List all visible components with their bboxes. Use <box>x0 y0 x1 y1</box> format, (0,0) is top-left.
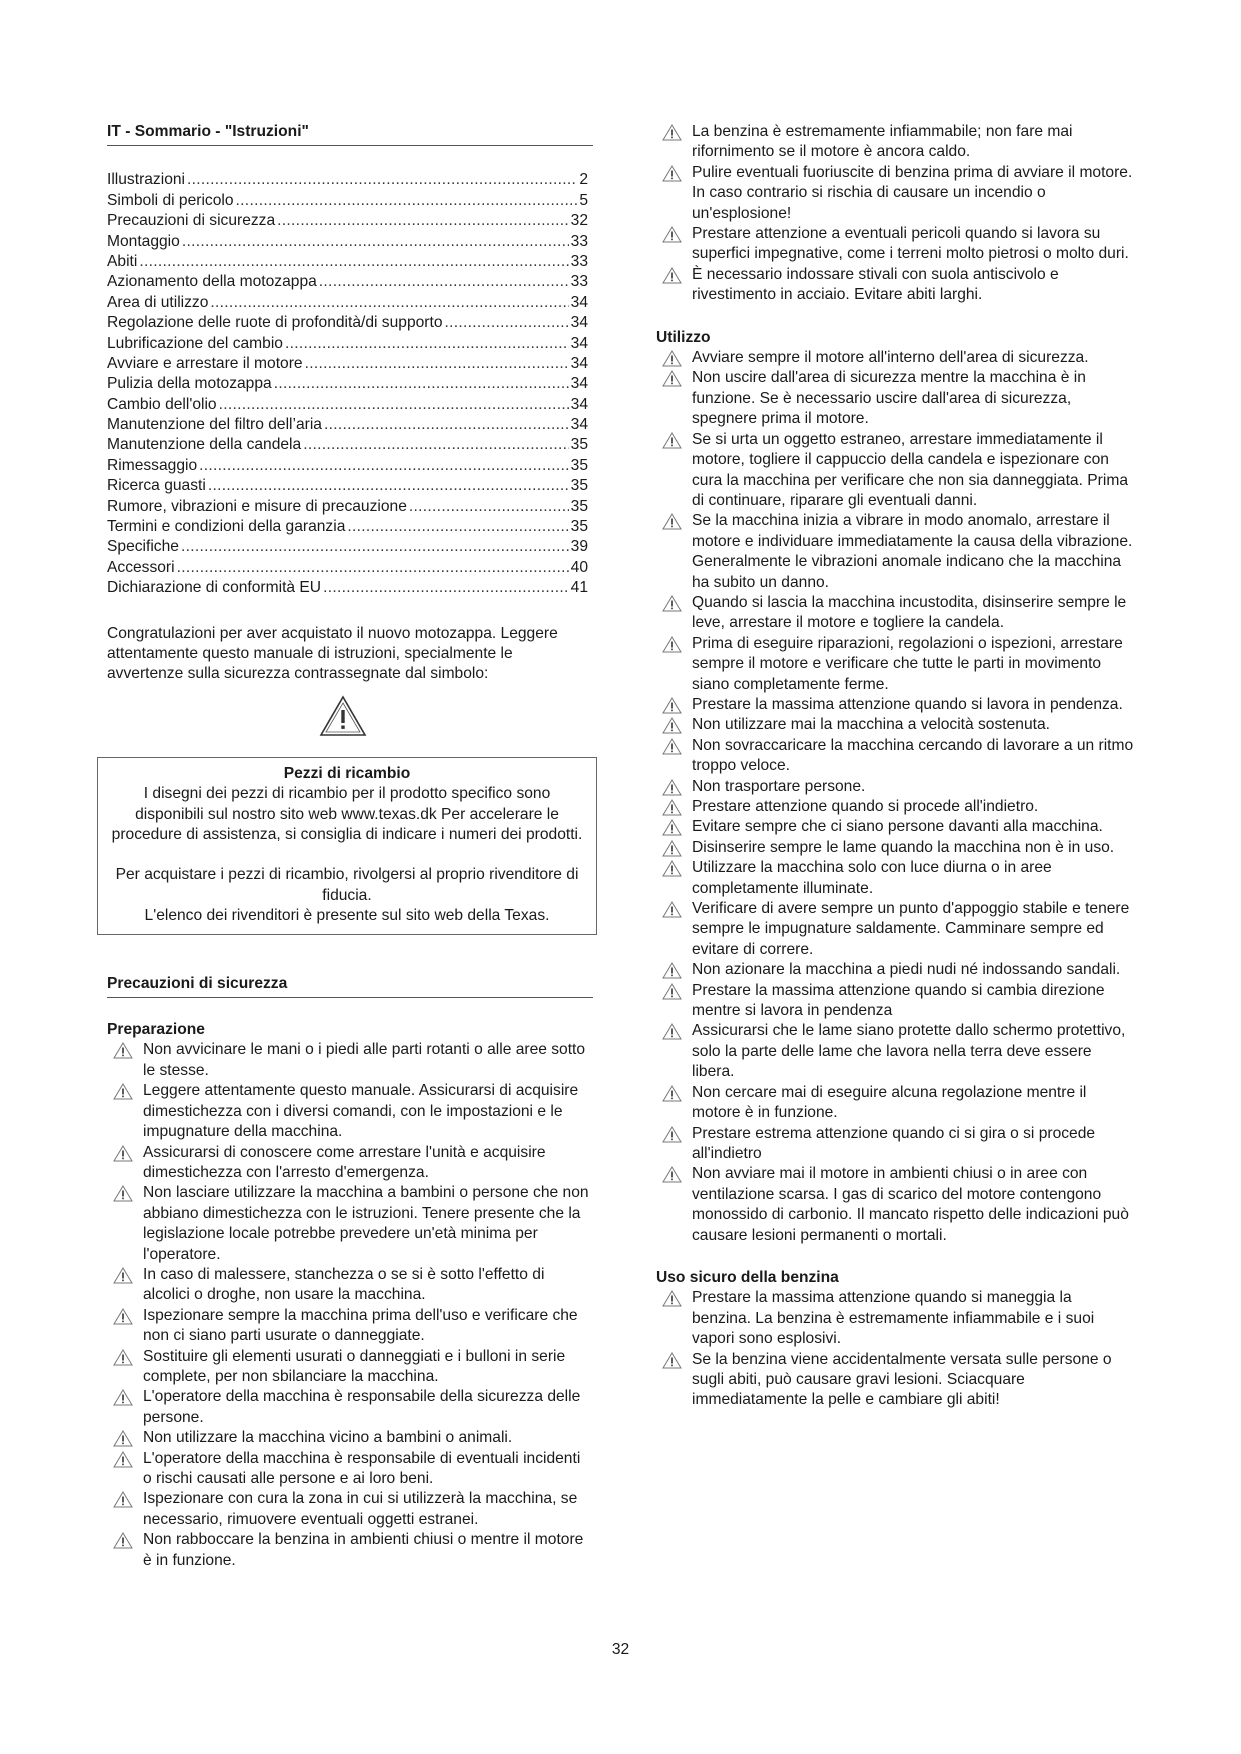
warning-list-item <box>656 981 1134 1022</box>
toc-dot-leader <box>236 191 578 211</box>
warning-list-item <box>107 1428 593 1448</box>
toc-dot-leader <box>182 232 569 252</box>
toc-entry-page: 32 <box>570 212 588 230</box>
toc-entry <box>107 252 588 272</box>
warning-text: Prima di eseguire riparazioni, regolazioni o ispezioni, arrestare sempre il motore e verificare che tutte le parti in movimento siano completamente ferme. <box>692 634 1123 693</box>
toc-entry <box>107 232 588 252</box>
toc-entry-page: 35 <box>570 518 588 536</box>
toc-entry <box>107 558 588 578</box>
toc-entry-title: Illustrazioni <box>107 171 185 189</box>
toc-entry-page: 33 <box>570 252 588 270</box>
warning-list-item <box>107 1040 593 1081</box>
toc-dot-leader <box>303 435 568 455</box>
toc-dot-leader <box>139 252 568 272</box>
page-number: 32 <box>611 1641 630 1658</box>
warning-list-item <box>107 1449 593 1490</box>
warning-text: Pulire eventuali fuoriuscite di benzina prima di avviare il motore. In caso contrario si rischia di causare un incendio o un'esplosione! <box>692 163 1133 222</box>
preparation-list <box>107 1040 593 1571</box>
warning-list-item <box>107 1183 593 1265</box>
warning-icon <box>662 350 682 367</box>
warning-icon <box>662 370 682 387</box>
toc-entry-title: Avviare e arrestare il motore <box>107 354 303 372</box>
toc-entry-page: 34 <box>570 375 588 393</box>
warning-list-item <box>656 960 1134 980</box>
warning-text: L'operatore della macchina è responsabile della sicurezza delle persone. <box>143 1388 581 1426</box>
warning-text: Prestare attenzione a eventuali pericoli quando si lavora su superfici impegnative, come i terreni molto pietrosi o molto duri. <box>692 225 1129 263</box>
warning-list-item <box>656 817 1134 837</box>
toc-entry-page: 34 <box>570 354 588 372</box>
fuel-list <box>656 1288 1134 1410</box>
spare-parts-dealer-text: Per acquistare i pezzi di ricambio, rivolgersi al proprio rivenditore di fiducia. <box>115 866 579 904</box>
toc-dot-leader <box>177 558 569 578</box>
toc-entry-page: 34 <box>570 334 588 352</box>
warning-icon <box>662 717 682 734</box>
warning-text: Non utilizzare la macchina vicino a bambini o animali. <box>143 1429 513 1447</box>
warning-text: Avviare sempre il motore all'interno dell'area di sicurezza. <box>692 349 1089 367</box>
toc-entry-page: 33 <box>570 273 588 291</box>
warning-text: Non lasciare utilizzare la macchina a bambini o persone che non abbiano dimestichezza con le istruzioni. Tenere presente che la legislazione locale potrebbe prevedere un'età minima per l'operatore. <box>143 1184 589 1263</box>
toc-dot-leader <box>208 476 569 496</box>
warning-icon <box>662 432 682 449</box>
toc-entry <box>107 578 588 598</box>
intro-paragraph: Congratulazioni per aver acquistato il nuovo motozappa. Leggere attentamente questo manuale di istruzioni, specialmente le avvertenze sulla sicurezza contrassegnate dal simbolo: <box>107 624 558 683</box>
warning-text: È necessario indossare stivali con suola antiscivolo e rivestimento in acciaio. Evitare abiti larghi. <box>692 265 1059 304</box>
toc-dot-leader <box>219 395 569 415</box>
warning-icon <box>113 1491 133 1508</box>
warning-icon <box>662 779 682 796</box>
toc-entry <box>107 517 588 537</box>
warning-list-item <box>656 1164 1134 1246</box>
warning-list-item <box>656 1083 1134 1124</box>
toc-entry <box>107 476 588 496</box>
warning-text: Non azionare la macchina a piedi nudi né indossando sandali. <box>692 961 1121 979</box>
warning-text: Assicurarsi che le lame siano protette dallo schermo protettivo, solo la parte delle lame che lavora nella terra deve essere libera. <box>692 1022 1126 1081</box>
table-of-contents <box>107 170 588 598</box>
toc-dot-leader <box>274 374 569 394</box>
warning-text: Prestare attenzione quando si procede all'indietro. <box>692 798 1039 815</box>
toc-entry-page: 35 <box>570 497 588 515</box>
warning-text: Ispezionare con cura la zona in cui si utilizzerà la macchina, se necessario, rimuovere eventuali oggetti estranei. <box>143 1490 578 1528</box>
warning-list-item <box>656 1350 1134 1411</box>
toc-dot-leader <box>409 497 569 517</box>
warning-list-item <box>656 348 1134 368</box>
toc-dot-leader <box>277 211 568 231</box>
preparation-list-continued <box>656 122 1134 306</box>
warning-icon <box>662 165 682 182</box>
spare-parts-dealer-list-text: L'elenco dei rivenditori è presente sul sito web della Texas. <box>144 907 550 925</box>
toc-dot-leader <box>324 415 569 435</box>
toc-entry-page: 40 <box>570 558 588 576</box>
toc-entry-title: Abiti <box>107 252 138 270</box>
warning-icon <box>113 1430 133 1447</box>
toc-dot-leader <box>210 293 568 313</box>
toc-entry-page: 5 <box>579 191 588 209</box>
warning-list-item <box>656 777 1134 797</box>
warning-icon <box>662 1352 682 1369</box>
spare-parts-box <box>97 757 597 935</box>
warning-icon <box>662 819 682 836</box>
use-list <box>656 348 1134 1246</box>
warning-icon <box>662 1085 682 1102</box>
warning-text: Se si urta un oggetto estraneo, arrestare immediatamente il motore, togliere il cappuccio della candela e ispezionare con cura la macchina per verificare che non sia danneggiata. Prima di continuare, riparare gli eventuali danni. <box>692 430 1128 509</box>
toc-entry <box>107 497 588 517</box>
toc-entry-title: Area di utilizzo <box>107 293 209 311</box>
warning-icon <box>662 962 682 979</box>
warning-list-item <box>656 797 1134 817</box>
spare-parts-text: I disegni dei pezzi di ricambio per il prodotto specifico sono disponibili sul nostro sito web www.texas.dk Per accelerare le procedure di assistenza, si consiglia di indicare i numeri dei prodotti. <box>111 785 583 844</box>
warning-list-item <box>656 695 1134 715</box>
warning-icon <box>662 697 682 714</box>
toc-entry-title: Manutenzione del filtro dell’aria <box>107 416 322 434</box>
warning-icon <box>662 1290 682 1307</box>
warning-text: Quando si lascia la macchina incustodita, disinserire sempre le leve, arrestare il motore e togliere la candela. <box>692 593 1127 632</box>
toc-entry-page: 34 <box>570 314 588 332</box>
warning-icon <box>662 983 682 1000</box>
toc-entry-page: 34 <box>570 293 588 311</box>
warning-icon <box>113 1389 133 1406</box>
warning-text: Se la macchina inizia a vibrare in modo anomalo, arrestare il motore e individuare immediatamente la causa della vibrazione. Generalmente le vibrazioni anomale indicano che la macchina ha subito un danno. <box>692 512 1133 591</box>
warning-list-item <box>656 838 1134 858</box>
warning-list-item <box>107 1143 593 1184</box>
warning-icon <box>662 799 682 816</box>
toc-entry-title: Ricerca guasti <box>107 477 206 495</box>
toc-entry-page: 35 <box>570 436 588 454</box>
toc-dot-leader <box>305 354 569 374</box>
warning-text: Prestare estrema attenzione quando ci si gira o si procede all'indietro <box>692 1124 1096 1162</box>
toc-entry-title: Manutenzione della candela <box>107 436 302 454</box>
warning-icon <box>662 840 682 857</box>
warning-icon <box>662 738 682 755</box>
warning-list-item <box>656 511 1134 593</box>
warning-text: In caso di malessere, stanchezza o se si è sotto l'effetto di alcolici o droghe, non usare la macchina. <box>143 1265 545 1304</box>
warning-list-item <box>107 1081 593 1142</box>
warning-text: Leggere attentamente questo manuale. Assicurarsi di acquisire dimestichezza con i diversi comandi, con le impostazioni e le impugnature della macchina. <box>143 1082 579 1141</box>
warning-text: La benzina è estremamente infiammabile; non fare mai rifornimento se il motore è ancora caldo. <box>692 123 1073 161</box>
toc-dot-leader <box>319 272 569 292</box>
safety-heading: Precauzioni di sicurezza <box>107 974 593 998</box>
toc-entry-title: Specifiche <box>107 538 179 556</box>
warning-list-item <box>656 858 1134 899</box>
warning-icon <box>662 901 682 918</box>
warning-text: Prestare la massima attenzione quando si lavora in pendenza. <box>692 695 1123 713</box>
toc-entry-page: 2 <box>579 171 588 189</box>
warning-list-item <box>656 1288 1134 1349</box>
warning-text: Prestare la massima attenzione quando si cambia direzione mentre si lavora in pendenza <box>692 981 1105 1020</box>
warning-icon <box>662 860 682 877</box>
warning-icon <box>113 1042 133 1059</box>
toc-entry <box>107 191 588 211</box>
toc-entry <box>107 435 588 455</box>
toc-entry <box>107 374 588 394</box>
warning-text: Disinserire sempre le lame quando la macchina non è in uso. <box>692 838 1115 856</box>
toc-entry-page: 41 <box>570 579 588 597</box>
warning-text: Non rabboccare la benzina in ambienti chiusi o mentre il motore è in funzione. <box>143 1531 584 1569</box>
fuel-title: Uso sicuro della benzina <box>656 1268 839 1286</box>
toc-entry <box>107 211 588 231</box>
warning-list-item <box>656 593 1134 634</box>
warning-list-item <box>656 122 1134 163</box>
toc-entry <box>107 415 588 435</box>
warning-list-item <box>107 1265 593 1306</box>
warning-text: Prestare la massima attenzione quando si maneggia la benzina. La benzina è estremamente infiammabile e i suoi vapori sono esplosivi. <box>692 1289 1095 1348</box>
warning-list-item <box>107 1306 593 1347</box>
warning-text: Non utilizzare mai la macchina a velocità sostenuta. <box>692 716 1050 734</box>
warning-icon <box>662 595 682 612</box>
toc-entry-title: Dichiarazione di conformità EU <box>107 579 322 597</box>
toc-entry-title: Pulizia della motozappa <box>107 375 272 393</box>
warning-list-item <box>656 1124 1134 1165</box>
toc-entry <box>107 456 588 476</box>
warning-text: Ispezionare sempre la macchina prima dell'uso e verificare che non ci siano parti usurate o danneggiate. <box>143 1306 578 1345</box>
toc-entry-title: Regolazione delle ruote di profondità/di supporto <box>107 314 443 332</box>
warning-icon <box>662 124 682 141</box>
toc-entry-title: Accessori <box>107 558 175 576</box>
toc-entry-title: Rumore, vibrazioni e misure di precauzione <box>107 497 407 515</box>
toc-entry-title: Rimessaggio <box>107 456 198 474</box>
warning-icon <box>662 1126 682 1143</box>
right-column <box>656 122 1134 1411</box>
warning-text: Non cercare mai di eseguire alcuna regolazione mentre il motore è in funzione. <box>692 1083 1087 1122</box>
toc-dot-leader <box>323 578 569 598</box>
preparation-title: Preparazione <box>107 1021 205 1039</box>
warning-text: Evitare sempre che ci siano persone davanti alla macchina. <box>692 818 1103 836</box>
toc-entry-page: 34 <box>570 416 588 434</box>
warning-icon <box>113 1532 133 1549</box>
warning-text: Non uscire dall'area di sicurezza mentre la macchina è in funzione. Se è necessario uscire dall'area di sicurezza, spegnere prima il motore. <box>692 369 1086 428</box>
warning-text: L'operatore della macchina è responsabile di eventuali incidenti o rischi causati alle persone e ai loro beni. <box>143 1449 581 1488</box>
warning-icon <box>662 636 682 653</box>
toc-entry-page: 35 <box>570 477 588 495</box>
warning-list-item <box>656 368 1134 429</box>
warning-list-item <box>107 1530 593 1571</box>
warning-list-item <box>656 265 1134 306</box>
toc-entry <box>107 334 588 354</box>
toc-dot-leader <box>181 537 569 557</box>
warning-text: Non sovraccaricare la macchina cercando di lavorare a un ritmo troppo veloce. <box>692 736 1134 775</box>
warning-list-item <box>656 224 1134 265</box>
warning-icon <box>113 1349 133 1366</box>
spare-parts-title: Pezzi di ricambio <box>283 764 411 782</box>
warning-list-item <box>656 1021 1134 1082</box>
warning-icon <box>113 1308 133 1325</box>
warning-text: Utilizzare la macchina solo con luce diurna o in aree completamente illuminate. <box>692 859 1052 897</box>
toc-entry-title: Azionamento della motozappa <box>107 273 317 291</box>
toc-dot-leader <box>187 170 577 190</box>
warning-icon <box>662 1023 682 1040</box>
warning-text: Sostituire gli elementi usurati o danneggiati e i bulloni in serie complete, per non sbilanciare la macchina. <box>143 1347 566 1385</box>
toc-entry-title: Cambio dell'olio <box>107 395 217 413</box>
toc-entry-page: 33 <box>570 232 588 250</box>
warning-list-item <box>656 899 1134 960</box>
left-column <box>107 122 593 1571</box>
warning-icon <box>662 267 682 284</box>
warning-icon <box>113 1185 133 1202</box>
warning-list-item <box>107 1489 593 1530</box>
toc-dot-leader <box>445 313 569 333</box>
toc-entry-title: Lubrificazione del cambio <box>107 334 283 352</box>
toc-entry-title: Montaggio <box>107 232 180 250</box>
warning-icon <box>662 226 682 243</box>
toc-entry <box>107 170 588 190</box>
toc-dot-leader <box>285 334 569 354</box>
warning-list-item <box>656 163 1134 224</box>
toc-entry-page: 39 <box>570 538 588 556</box>
toc-entry-title: Termini e condizioni della garanzia <box>107 518 346 536</box>
warning-text: Verificare di avere sempre un punto d'appoggio stabile e tenere sempre le impugnature saldamente. Camminare sempre ed evitare di correre. <box>692 900 1130 958</box>
warning-icon <box>113 1267 133 1284</box>
warning-icon <box>662 1166 682 1183</box>
toc-entry <box>107 272 588 292</box>
warning-icon <box>113 1083 133 1100</box>
toc-entry-title: Simboli di pericolo <box>107 191 234 209</box>
warning-text: Se la benzina viene accidentalmente versata sulle persone o sugli abiti, può causare gravi lesioni. Sciacquare immediatamente la pelle e cambiare gli abiti! <box>692 1350 1112 1409</box>
toc-dot-leader <box>199 456 569 476</box>
warning-icon <box>662 513 682 530</box>
warning-text: Assicurarsi di conoscere come arrestare l'unità e acquisire dimestichezza con l'arresto d'emergenza. <box>143 1143 546 1181</box>
warning-triangle-icon <box>319 695 367 737</box>
warning-text: Non avviare mai il motore in ambienti chiusi o in aree con ventilazione scarsa. I gas di scarico del motore contengono monossido di carbonio. Il mancato rispetto delle indicazioni può causare lesioni permanenti o mortali. <box>692 1165 1129 1244</box>
toc-entry-page: 35 <box>570 456 588 474</box>
warning-text: Non trasportare persone. <box>692 777 866 795</box>
toc-entry <box>107 537 588 557</box>
warning-list-item <box>656 715 1134 735</box>
warning-icon <box>113 1451 133 1468</box>
toc-dot-leader <box>347 517 568 537</box>
toc-entry-title: Precauzioni di sicurezza <box>107 212 276 230</box>
warning-list-item <box>656 430 1134 512</box>
warning-text: Non avvicinare le mani o i piedi alle parti rotanti o alle aree sotto le stesse. <box>143 1041 586 1079</box>
warning-icon <box>113 1145 133 1162</box>
warning-list-item <box>107 1387 593 1428</box>
warning-list-item <box>656 736 1134 777</box>
toc-entry <box>107 313 588 333</box>
use-title: Utilizzo <box>656 328 711 346</box>
toc-entry <box>107 293 588 313</box>
toc-entry <box>107 395 588 415</box>
toc-entry-page: 34 <box>570 395 588 413</box>
toc-heading: IT - Sommario - "Istruzioni" <box>107 122 593 146</box>
toc-entry <box>107 354 588 374</box>
warning-list-item <box>656 634 1134 695</box>
warning-list-item <box>107 1347 593 1388</box>
